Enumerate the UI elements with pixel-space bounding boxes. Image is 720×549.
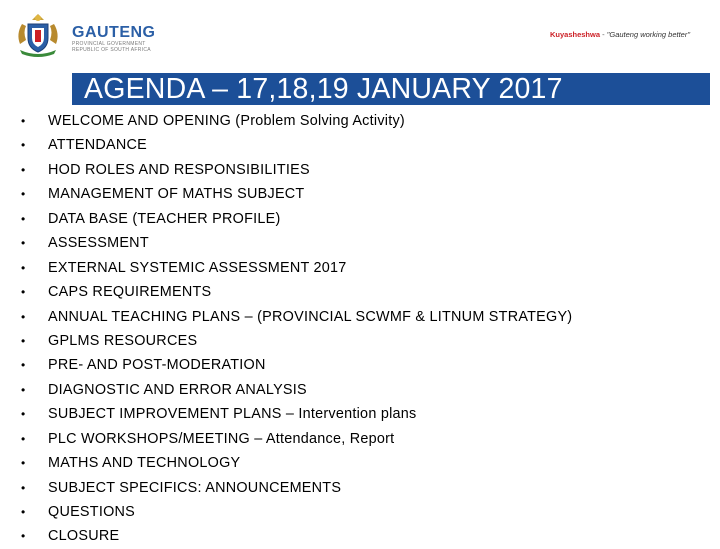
bullet-icon: •	[21, 162, 26, 177]
agenda-item-text: PLC WORKSHOPS/MEETING – Attendance, Report	[48, 430, 395, 447]
bullet-icon: •	[21, 407, 26, 422]
bullet-icon: •	[21, 187, 26, 202]
agenda-item-text: DIAGNOSTIC AND ERROR ANALYSIS	[48, 381, 307, 398]
bullet-icon: •	[21, 285, 26, 300]
bullet-icon: •	[21, 358, 26, 373]
coat-of-arms-logo	[8, 10, 68, 60]
page-title: AGENDA – 17,18,19 JANUARY 2017	[84, 73, 563, 105]
agenda-item-text: MANAGEMENT OF MATHS SUBJECT	[48, 186, 305, 203]
bullet-icon: •	[21, 309, 26, 324]
agenda-item-text: GPLMS RESOURCES	[48, 332, 198, 349]
agenda-item-text: ANNUAL TEACHING PLANS – (PROVINCIAL SCWMF & LITNUM STRATEGY)	[48, 308, 573, 325]
bullet-icon: •	[21, 431, 26, 446]
bullet-icon: •	[21, 333, 26, 348]
agenda-item-text: EXTERNAL SYSTEMIC ASSESSMENT 2017	[48, 259, 347, 276]
title-bar	[72, 73, 710, 105]
bullet-icon: •	[21, 236, 26, 251]
agenda-item-text: ASSESSMENT	[48, 235, 149, 252]
slogan	[550, 30, 690, 39]
agenda-item-text: CLOSURE	[48, 528, 120, 545]
agenda-item-text: DATA BASE (TEACHER PROFILE)	[48, 210, 281, 227]
agenda-item-text: QUESTIONS	[48, 504, 136, 520]
bullet-icon: •	[21, 505, 26, 519]
bullet-icon: •	[21, 480, 26, 495]
header	[0, 0, 720, 68]
agenda-item-text: HOD ROLES AND RESPONSIBILITIES	[48, 161, 310, 178]
agenda-item-text: SUBJECT SPECIFICS: ANNOUNCEMENTS	[48, 479, 342, 496]
bullet-icon: •	[21, 529, 26, 544]
agenda-item-text: ATTENDANCE	[48, 137, 147, 154]
agenda-item-text: CAPS REQUIREMENTS	[48, 284, 212, 301]
slogan-quote: "Gauteng working better"	[606, 30, 690, 39]
bullet-icon: •	[21, 138, 26, 153]
slogan-keyword: Kuyasheshwa	[550, 30, 601, 39]
brand-subtitle-1: PROVINCIAL GOVERNMENT	[72, 41, 146, 47]
agenda-item-text: WELCOME AND OPENING (Problem Solving Activity)	[48, 113, 405, 129]
agenda-item-text: MATHS AND TECHNOLOGY	[48, 455, 241, 472]
brand-block	[72, 25, 156, 53]
bullet-icon: •	[21, 382, 26, 397]
slogan-separator: -	[600, 30, 607, 39]
agenda-item-text: PRE- AND POST-MODERATION	[48, 357, 266, 374]
agenda-item-text: SUBJECT IMPROVEMENT PLANS – Intervention plans	[48, 406, 417, 423]
bullet-icon: •	[21, 456, 26, 471]
bullet-icon: •	[21, 260, 26, 275]
bullet-icon: •	[21, 114, 26, 128]
bullet-icon: •	[21, 211, 26, 226]
brand-name: GAUTENG	[72, 24, 156, 41]
brand-subtitle-2: REPUBLIC OF SOUTH AFRICA	[72, 47, 151, 53]
